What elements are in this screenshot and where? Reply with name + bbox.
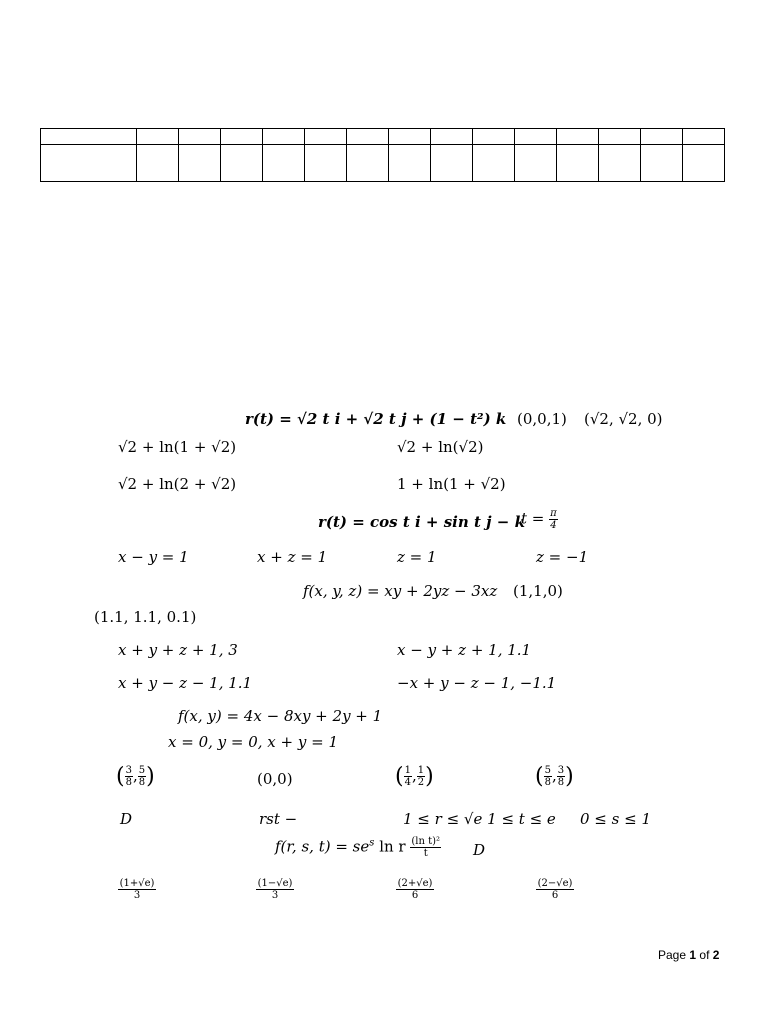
grid-cell	[41, 129, 137, 145]
q3-function: f(x, y, z) = xy + 2yz − 3xz	[303, 582, 498, 600]
grid-cell	[557, 145, 599, 182]
q3-option-a: x + y + z + 1, 3	[118, 641, 238, 659]
grid-cell	[389, 145, 431, 182]
q4-option-c: ( $\frac{1}{4}$ , $\frac{1}{2}$ )	[395, 764, 434, 789]
q2-t-label: t =	[521, 509, 545, 528]
q2-frac-num: π	[550, 508, 557, 519]
q2-parameter	[521, 508, 558, 531]
grid-cell	[599, 129, 641, 145]
q1-curve: r(t) = √2 t i + √2 t j + (1 − t²) k	[245, 410, 507, 428]
grid-cell	[515, 145, 557, 182]
grid-cell	[137, 145, 179, 182]
q3-option-b: x − y + z + 1, 1.1	[397, 641, 532, 659]
grid-cell	[431, 145, 473, 182]
grid-cell	[347, 129, 389, 145]
answer-grid	[40, 128, 725, 182]
grid-cell	[179, 145, 221, 182]
grid-cell	[641, 145, 683, 182]
q5-region-label-2: D	[473, 841, 486, 859]
grid-cell	[683, 129, 725, 145]
grid-cell	[41, 145, 137, 182]
q5-option-d: $\frac{(2-√e)}{6}$	[537, 878, 573, 901]
q2-option-d: z = −1	[536, 548, 589, 566]
q4-function: f(x, y) = 4x − 8xy + 2y + 1	[178, 707, 383, 725]
q2-option-c: z = 1	[397, 548, 437, 566]
grid-cell	[221, 145, 263, 182]
q4-option-d: ( $\frac{5}{8}$ , $\frac{3}{8}$ )	[535, 764, 574, 789]
q1-option-a: √2 + ln(1 + √2)	[118, 438, 237, 456]
grid-cell	[599, 145, 641, 182]
q4-option-b: (0,0)	[257, 770, 293, 788]
q5-region-label: D	[120, 810, 133, 828]
q4-option-a: ( $\frac{3}{8}$ , $\frac{5}{8}$ )	[116, 764, 155, 789]
grid-cell	[389, 129, 431, 145]
q5-range-s: 0 ≤ s ≤ 1	[580, 810, 651, 828]
grid-cell	[221, 129, 263, 145]
q1-option-c: √2 + ln(2 + √2)	[118, 475, 237, 493]
grid-cell	[557, 129, 599, 145]
q5-option-c: $\frac{(2+√e)}{6}$	[397, 878, 433, 901]
q4-region: x = 0, y = 0, x + y = 1	[168, 733, 338, 751]
q1-start-point: (0,0,1)	[517, 410, 567, 428]
q2-t-fraction	[549, 508, 558, 531]
q3-option-d: −x + y − z − 1, −1.1	[397, 674, 557, 692]
q3-approx-point: (1.1, 1.1, 0.1)	[94, 608, 197, 626]
page-number: Page 1 of 2	[658, 948, 720, 962]
grid-cell	[347, 145, 389, 182]
q2-curve: r(t) = cos t i + sin t j − k	[318, 513, 525, 531]
grid-cell	[683, 145, 725, 182]
grid-cell	[305, 145, 347, 182]
q5-function: f(r, s, $t) = se^s$ ln r $\frac{\text{(ln t)²}}{t}$	[275, 836, 441, 859]
q5-option-b: $\frac{(1-√e)}{3}$	[257, 878, 293, 901]
grid-cell	[473, 129, 515, 145]
grid-cell	[431, 129, 473, 145]
q2-option-b: x + z = 1	[257, 548, 328, 566]
q5-range-r-t: 1 ≤ r ≤ √e 1 ≤ t ≤ e	[403, 810, 556, 828]
grid-cell	[641, 129, 683, 145]
grid-cell	[473, 145, 515, 182]
q1-option-d: 1 + ln(1 + √2)	[397, 475, 506, 493]
q3-option-c: x + y − z − 1, 1.1	[118, 674, 253, 692]
q2-frac-den: 4	[550, 520, 557, 531]
q3-point: (1,1,0)	[513, 582, 563, 600]
grid-cell	[305, 129, 347, 145]
q1-option-b: √2 + ln(√2)	[397, 438, 484, 456]
grid-cell	[137, 129, 179, 145]
grid-cell	[179, 129, 221, 145]
q1-end-point: (√2, √2, 0)	[584, 410, 663, 428]
grid-cell	[263, 145, 305, 182]
q5-rst: rst −	[259, 810, 298, 828]
grid-cell	[515, 129, 557, 145]
q5-option-a: $\frac{(1+√e)}{3}$	[119, 878, 155, 901]
q2-option-a: x − y = 1	[118, 548, 189, 566]
grid-cell	[263, 129, 305, 145]
